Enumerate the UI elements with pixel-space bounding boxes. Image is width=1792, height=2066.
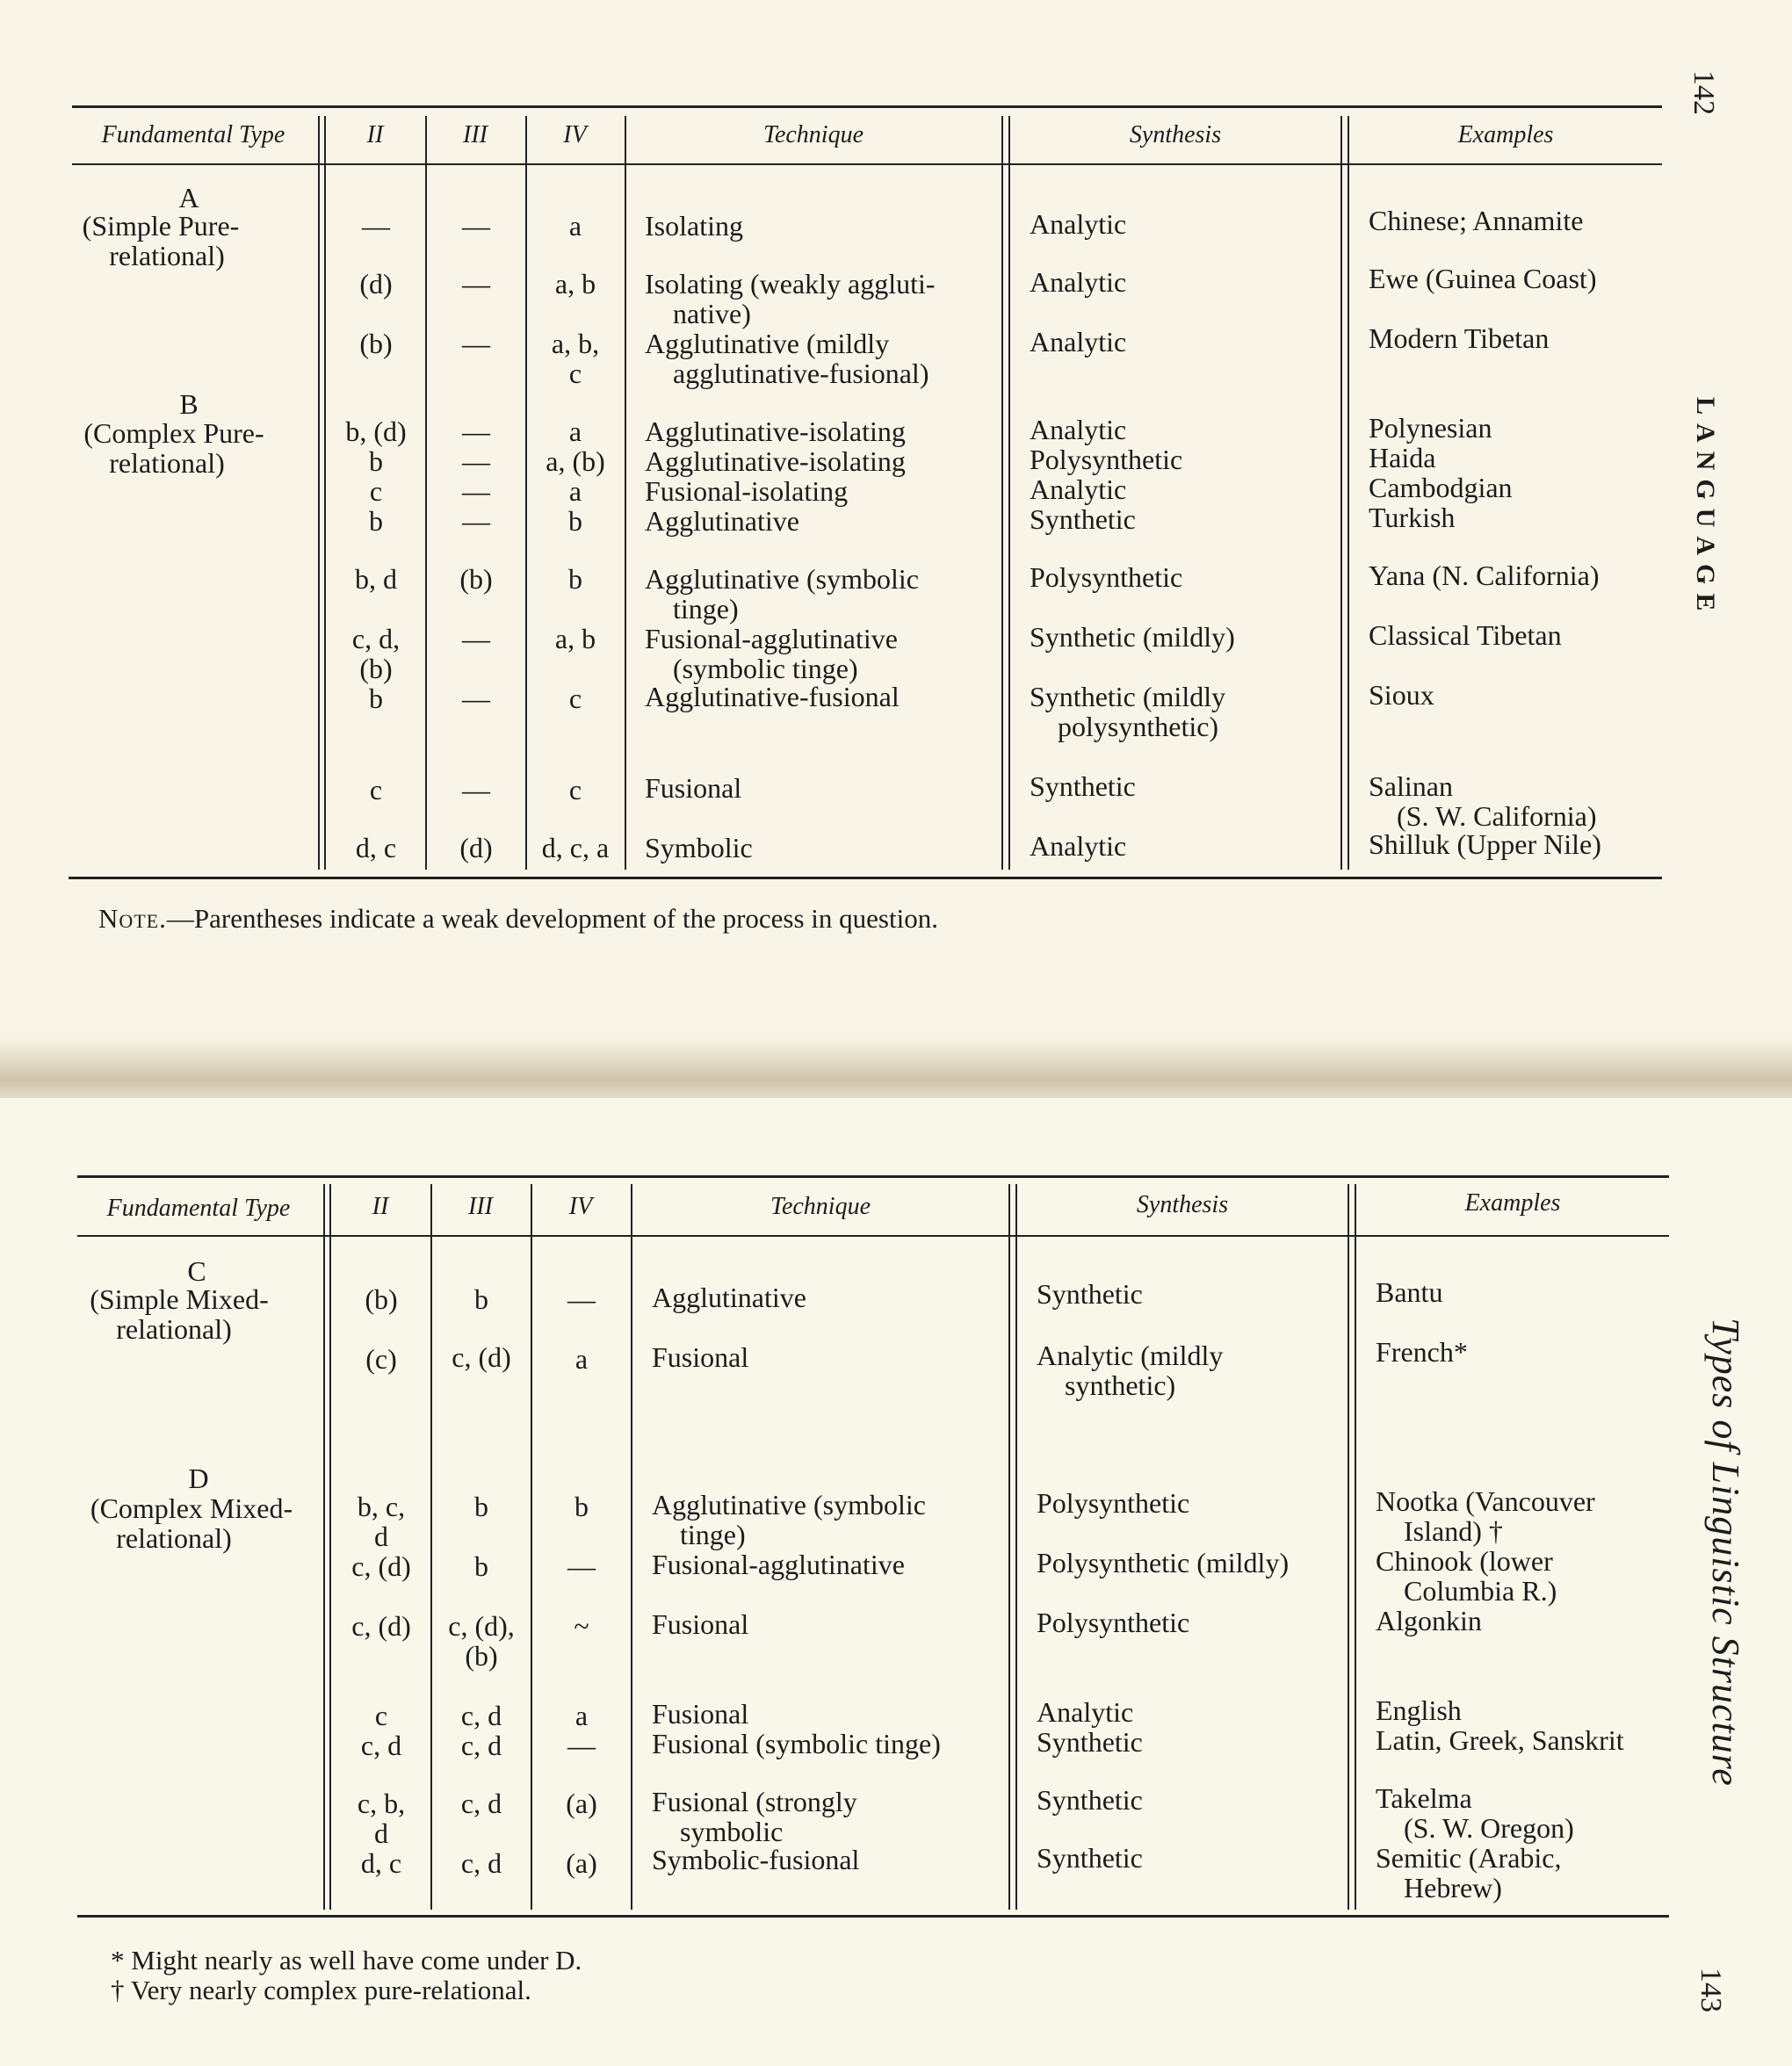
col-iii: b — [474, 1550, 488, 1582]
col-technique: Isolating — [645, 210, 743, 242]
col-ii: b, d — [355, 563, 397, 595]
group-label: (Simple Mixed- — [90, 1283, 269, 1315]
col-examples: Classical Tibetan — [1369, 619, 1562, 651]
col-examples: Polynesian — [1369, 412, 1492, 444]
col-examples: Algonkin — [1376, 1605, 1482, 1636]
table-bottom-rule — [77, 1915, 1669, 1918]
col-examples: Salinan (S. W. California) — [1369, 770, 1597, 832]
col-ii: c, (d) — [351, 1550, 411, 1582]
column-divider — [1008, 1184, 1010, 1910]
col-iii: (b) — [459, 563, 493, 595]
col-iv: ~ — [574, 1610, 589, 1642]
col-iv: b — [568, 505, 582, 537]
col-iv: a — [574, 1343, 589, 1375]
col-iii: c, d — [460, 1788, 502, 1819]
group-label: relational) — [116, 1313, 232, 1345]
col-synthesis: Synthetic — [1030, 770, 1136, 802]
col-iv: a — [574, 1700, 589, 1731]
note-text: —Parentheses indicate a weak development of the process in question. — [166, 903, 938, 934]
col-examples: English — [1376, 1694, 1462, 1726]
col-examples: Haida — [1369, 442, 1436, 473]
column-divider — [1015, 1184, 1017, 1910]
col-synthesis: Synthetic — [1037, 1278, 1143, 1310]
col-synthesis: Analytic — [1030, 266, 1127, 298]
col-iv: b — [568, 563, 582, 595]
col-technique: Fusional (symbolic tinge) — [652, 1728, 941, 1759]
column-divider — [323, 1184, 325, 1910]
col-ii: b, (d) — [345, 415, 407, 447]
col-technique: Fusional-agglutinative — [652, 1549, 905, 1580]
column-divider — [1340, 116, 1342, 870]
col-synthesis: Synthetic — [1030, 503, 1136, 535]
col-synthesis: Analytic — [1030, 208, 1127, 240]
footnote: * Might nearly as well have come under D. — [111, 1945, 582, 1976]
col-synthesis: Polysynthetic — [1030, 444, 1183, 475]
group-letter: D — [188, 1463, 209, 1494]
col-ii: (b) — [359, 328, 393, 359]
col-technique: Symbolic — [645, 832, 753, 863]
col-iv: d, c, a — [541, 832, 610, 863]
col-iv: — — [567, 1730, 596, 1761]
col-ii: b — [369, 445, 383, 477]
col-ii: (c) — [365, 1343, 397, 1375]
col-iii: — — [462, 445, 490, 477]
col-iii: — — [462, 475, 490, 507]
col-technique: Agglutinative-fusional — [645, 681, 900, 712]
col-iii: — — [462, 210, 490, 242]
header-rule — [72, 163, 1662, 165]
column-divider — [430, 1184, 432, 1910]
col-technique: Agglutinative — [645, 505, 799, 537]
col-iii: — — [462, 683, 490, 714]
group-label: relational) — [109, 240, 225, 271]
group-label: relational) — [109, 447, 225, 479]
col-iii: b — [474, 1491, 488, 1522]
col-synthesis: Analytic — [1030, 414, 1127, 445]
col-iv: (a) — [566, 1788, 597, 1819]
column-divider — [531, 1184, 532, 1910]
group-label: (Complex Pure- — [83, 417, 264, 449]
col-examples: Latin, Greek, Sanskrit — [1376, 1724, 1624, 1756]
group-label: relational) — [116, 1522, 232, 1554]
col-examples: Ewe (Guinea Coast) — [1369, 263, 1597, 294]
column-divider — [1348, 1184, 1349, 1910]
col-technique: Agglutinative (symbolic tinge) — [645, 563, 919, 625]
col-technique: Agglutinative-isolating — [645, 445, 906, 477]
column-divider — [329, 1184, 331, 1910]
col-examples: Chinook (lower Columbia R.) — [1376, 1545, 1557, 1607]
col-synthesis: Polysynthetic (mildly) — [1037, 1547, 1290, 1578]
col-ii: c — [374, 1700, 388, 1731]
note-label: Note. — [98, 903, 167, 934]
header-iv: IV — [563, 121, 587, 148]
header-fundamental-type: Fundamental Type — [101, 121, 285, 148]
group-letter: B — [179, 388, 199, 420]
col-iv: — — [567, 1550, 596, 1582]
col-technique: Fusional — [652, 1698, 749, 1730]
col-technique: Agglutinative (symbolic tinge) — [652, 1489, 926, 1550]
header-ii: II — [372, 1193, 389, 1220]
col-iii: — — [462, 623, 490, 654]
header-iv: IV — [568, 1193, 593, 1220]
col-technique: Fusional (strongly symbolic — [652, 1786, 857, 1847]
col-ii: c, b, d — [357, 1788, 406, 1849]
col-technique: Fusional — [652, 1608, 749, 1640]
header-synthesis: Synthesis — [1129, 121, 1222, 148]
group-label: (Complex Mixed- — [90, 1492, 293, 1524]
col-synthesis: Polysynthetic — [1037, 1607, 1190, 1638]
col-iii: b — [474, 1283, 488, 1315]
table-top-rule — [72, 105, 1662, 108]
header-synthesis: Synthesis — [1136, 1191, 1229, 1218]
col-iv: c — [568, 774, 582, 805]
column-divider — [1348, 116, 1349, 870]
header-fundamental-type: Fundamental Type — [106, 1195, 291, 1222]
column-divider — [425, 116, 427, 870]
col-technique: Fusional-isolating — [645, 475, 849, 507]
col-iv: (a) — [566, 1847, 597, 1879]
header-technique: Technique — [770, 1193, 871, 1220]
col-iii: c, (d) — [452, 1341, 511, 1373]
col-iii: — — [462, 774, 490, 805]
col-technique: Fusional — [645, 772, 742, 804]
header-iii: III — [468, 1193, 493, 1220]
col-iii: c, d — [460, 1847, 502, 1879]
col-examples: Takelma (S. W. Oregon) — [1376, 1782, 1574, 1844]
col-iv: b — [574, 1491, 589, 1522]
col-iii: — — [462, 268, 490, 300]
col-synthesis: Synthetic — [1037, 1842, 1143, 1874]
table-bottom-rule — [69, 877, 1662, 879]
column-divider — [525, 116, 527, 870]
col-technique: Fusional-agglutinative (symbolic tinge) — [645, 623, 898, 684]
col-iii: (d) — [459, 832, 493, 863]
col-ii: (b) — [365, 1283, 398, 1315]
col-iii: c, d — [460, 1700, 502, 1731]
footnote: † Very nearly complex pure-relational. — [111, 1975, 531, 2005]
col-examples: Semitic (Arabic, Hebrew) — [1376, 1842, 1562, 1903]
column-divider — [1001, 116, 1003, 870]
col-examples: Shilluk (Upper Nile) — [1369, 828, 1601, 860]
col-iv: a — [568, 475, 582, 507]
col-technique: Symbolic-fusional — [652, 1844, 860, 1875]
col-examples: Cambodgian — [1369, 472, 1513, 503]
col-iv: c — [568, 683, 582, 714]
col-synthesis: Synthetic — [1037, 1726, 1143, 1758]
col-iii: c, (d), (b) — [448, 1610, 515, 1672]
col-examples: Bantu — [1376, 1276, 1443, 1308]
column-divider — [324, 116, 326, 870]
col-ii: b — [369, 683, 383, 714]
col-synthesis: Analytic (mildly synthetic) — [1037, 1340, 1224, 1401]
col-ii: c, d, (b) — [351, 623, 401, 684]
col-ii: d, c — [355, 832, 397, 863]
col-synthesis: Polysynthetic — [1037, 1487, 1190, 1519]
col-iv: a — [568, 210, 582, 242]
column-divider — [625, 116, 626, 870]
col-technique: Fusional — [652, 1341, 749, 1373]
col-synthesis: Polysynthetic — [1030, 561, 1183, 593]
header-ii: II — [366, 121, 384, 148]
col-examples: Yana (N. California) — [1369, 560, 1600, 591]
col-synthesis: Analytic — [1037, 1696, 1134, 1728]
col-ii: b, c, d — [357, 1491, 406, 1552]
col-synthesis: Analytic — [1030, 473, 1127, 505]
col-iii: — — [462, 505, 490, 537]
col-synthesis: Synthetic (mildly polysynthetic) — [1030, 681, 1226, 742]
header-rule — [77, 1235, 1669, 1237]
column-divider — [1008, 116, 1010, 870]
col-iv: — — [567, 1283, 596, 1315]
col-examples: Chinese; Annamite — [1369, 205, 1584, 236]
running-head: Types of Linguistic Structure — [1704, 1318, 1747, 1787]
col-examples: Sioux — [1369, 679, 1434, 711]
col-iv: a, b — [554, 623, 596, 654]
page-number: 143 — [1694, 1968, 1727, 2012]
col-ii: (d) — [359, 268, 393, 300]
col-iv: a, (b) — [546, 445, 605, 477]
col-synthesis: Analytic — [1030, 326, 1127, 358]
running-head: LANGUAGE — [1691, 397, 1720, 620]
col-iii: — — [462, 328, 490, 359]
group-letter: C — [187, 1255, 206, 1287]
col-iv: a, b, c — [551, 328, 600, 389]
col-technique: Agglutinative (mildly agglutinative-fusional) — [645, 328, 929, 389]
col-ii: b — [369, 505, 383, 537]
col-iv: a — [568, 415, 582, 447]
col-iii: c, d — [460, 1730, 502, 1761]
col-ii: c — [369, 774, 383, 805]
col-technique: Agglutinative-isolating — [645, 415, 906, 447]
col-technique: Isolating (weakly aggluti- native) — [645, 268, 936, 329]
col-ii: c, (d) — [351, 1610, 411, 1642]
header-iii: III — [463, 121, 488, 148]
col-iv: a, b — [554, 268, 596, 300]
column-divider — [1355, 1184, 1356, 1910]
col-examples: Modern Tibetan — [1369, 322, 1550, 354]
header-technique: Technique — [762, 121, 864, 148]
group-letter: A — [178, 182, 199, 213]
col-synthesis: Synthetic (mildly) — [1030, 621, 1235, 653]
table-top-rule — [77, 1175, 1669, 1178]
col-examples: Nootka (Vancouver Island) † — [1376, 1485, 1595, 1547]
column-divider — [318, 116, 320, 870]
col-examples: Turkish — [1369, 502, 1456, 533]
col-examples: French* — [1376, 1336, 1468, 1368]
table-note — [98, 903, 938, 935]
col-ii: c, d — [360, 1730, 402, 1761]
page-number: 142 — [1687, 70, 1720, 115]
col-ii: d, c — [360, 1847, 402, 1879]
col-synthesis: Synthetic — [1037, 1784, 1143, 1816]
header-examples: Examples — [1464, 1189, 1561, 1217]
col-ii: c — [369, 475, 383, 507]
header-examples: Examples — [1457, 121, 1554, 148]
col-synthesis: Analytic — [1030, 830, 1127, 862]
column-divider — [631, 1184, 632, 1910]
col-technique: Agglutinative — [652, 1282, 806, 1313]
group-label: (Simple Pure- — [82, 210, 240, 242]
col-ii: — — [362, 210, 390, 242]
col-iii: — — [462, 415, 490, 447]
